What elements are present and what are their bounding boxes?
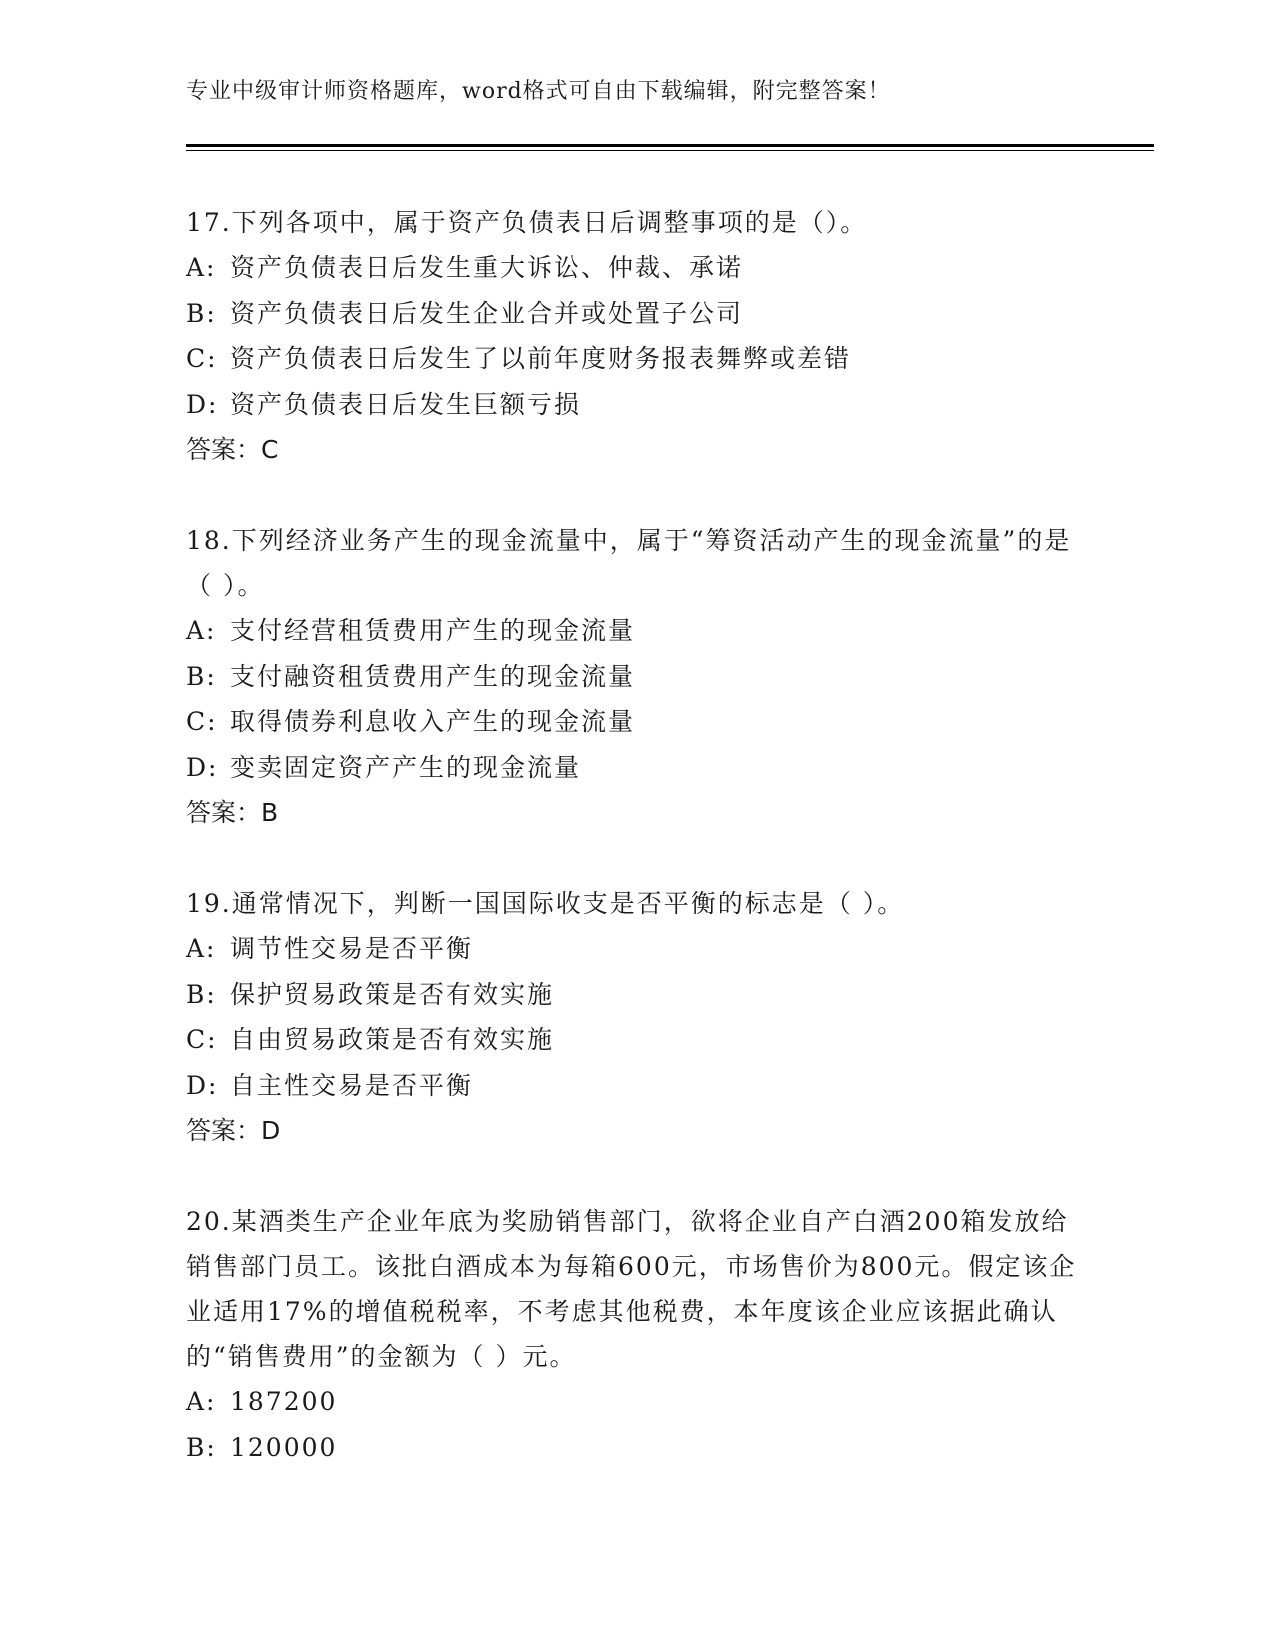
question-20 [186, 1199, 1086, 1470]
option-label: B: [186, 979, 217, 1009]
option-text: 取得债券利息收入产生的现金流量 [230, 707, 636, 736]
option-c [186, 1017, 1086, 1063]
question-19 [186, 881, 1086, 1153]
option-b [186, 972, 1086, 1018]
option-label: D: [186, 1070, 219, 1100]
option-text: 资产负债表日后发生巨额亏损 [230, 389, 582, 419]
answer-text: 答案：D [186, 1116, 281, 1145]
option-text: 资产负债表日后发生重大诉讼、仲裁、承诺 [230, 253, 744, 282]
option-text: 资产负债表日后发生了以前年度财务报表舞弊或差错 [230, 344, 852, 373]
option-a [186, 926, 1086, 972]
option-label: B: [186, 1432, 217, 1462]
option-label: B: [186, 661, 217, 691]
option-text: 调节性交易是否平衡 [230, 934, 474, 963]
option-text: 保护贸易政策是否有效实施 [230, 979, 555, 1009]
option-d [186, 745, 1086, 791]
option-text: 支付经营租赁费用产生的现金流量 [230, 616, 636, 645]
option-d [186, 1063, 1086, 1109]
option-b [186, 1425, 1086, 1471]
option-label: B: [186, 298, 217, 328]
option-c [186, 699, 1086, 745]
answer-text: 答案：B [186, 798, 279, 827]
question-18 [186, 518, 1086, 835]
option-a [186, 608, 1086, 654]
option-label: C: [186, 707, 218, 736]
header-divider-thick [186, 144, 1154, 147]
option-text: 变卖固定资产产生的现金流量 [230, 752, 582, 782]
option-b [186, 654, 1086, 700]
option-label: C: [186, 344, 218, 373]
answer-text: 答案：C [186, 435, 279, 464]
question-text: 19.通常情况下，判断一国国际收支是否平衡的标志是（ ）。 [186, 889, 905, 918]
option-d [186, 382, 1086, 428]
option-a [186, 245, 1086, 291]
option-text: 120000 [230, 1432, 338, 1462]
option-c [186, 336, 1086, 382]
question-text: 20.某酒类生产企业年底为奖励销售部门，欲将企业自产白酒200箱发放给销售部门员工。该批白酒成本为每箱600元，市场售价为800元。假定该企业适用17%的增值税税率，不考虑其他税费，本年度该企业应该据此确认的“销售费用”的金额为（ ）元。 [186, 1207, 1077, 1371]
question-17 [186, 200, 1086, 472]
question-list [186, 200, 1086, 1516]
option-text: 支付融资租赁费用产生的现金流量 [230, 661, 636, 691]
question-text: 17.下列各项中，属于资产负债表日后调整事项的是（）。 [186, 208, 868, 237]
option-label: A: [186, 253, 217, 282]
option-label: A: [186, 1387, 217, 1416]
option-b [186, 291, 1086, 337]
option-label: A: [186, 934, 217, 963]
option-label: D: [186, 752, 219, 782]
option-text: 自主性交易是否平衡 [230, 1070, 474, 1100]
option-text: 资产负债表日后发生企业合并或处置子公司 [230, 298, 744, 328]
option-label: C: [186, 1025, 218, 1054]
header-note: 专业中级审计师资格题库，word格式可自由下载编辑，附完整答案！ [186, 79, 891, 104]
header-divider-thin [186, 150, 1154, 151]
question-text: 18.下列经济业务产生的现金流量中，属于“筹资活动产生的现金流量”的是（ ）。 [186, 526, 1072, 600]
option-label: D: [186, 389, 219, 419]
option-a [186, 1379, 1086, 1425]
option-text: 187200 [230, 1387, 338, 1416]
option-text: 自由贸易政策是否有效实施 [230, 1025, 555, 1054]
option-label: A: [186, 616, 217, 645]
